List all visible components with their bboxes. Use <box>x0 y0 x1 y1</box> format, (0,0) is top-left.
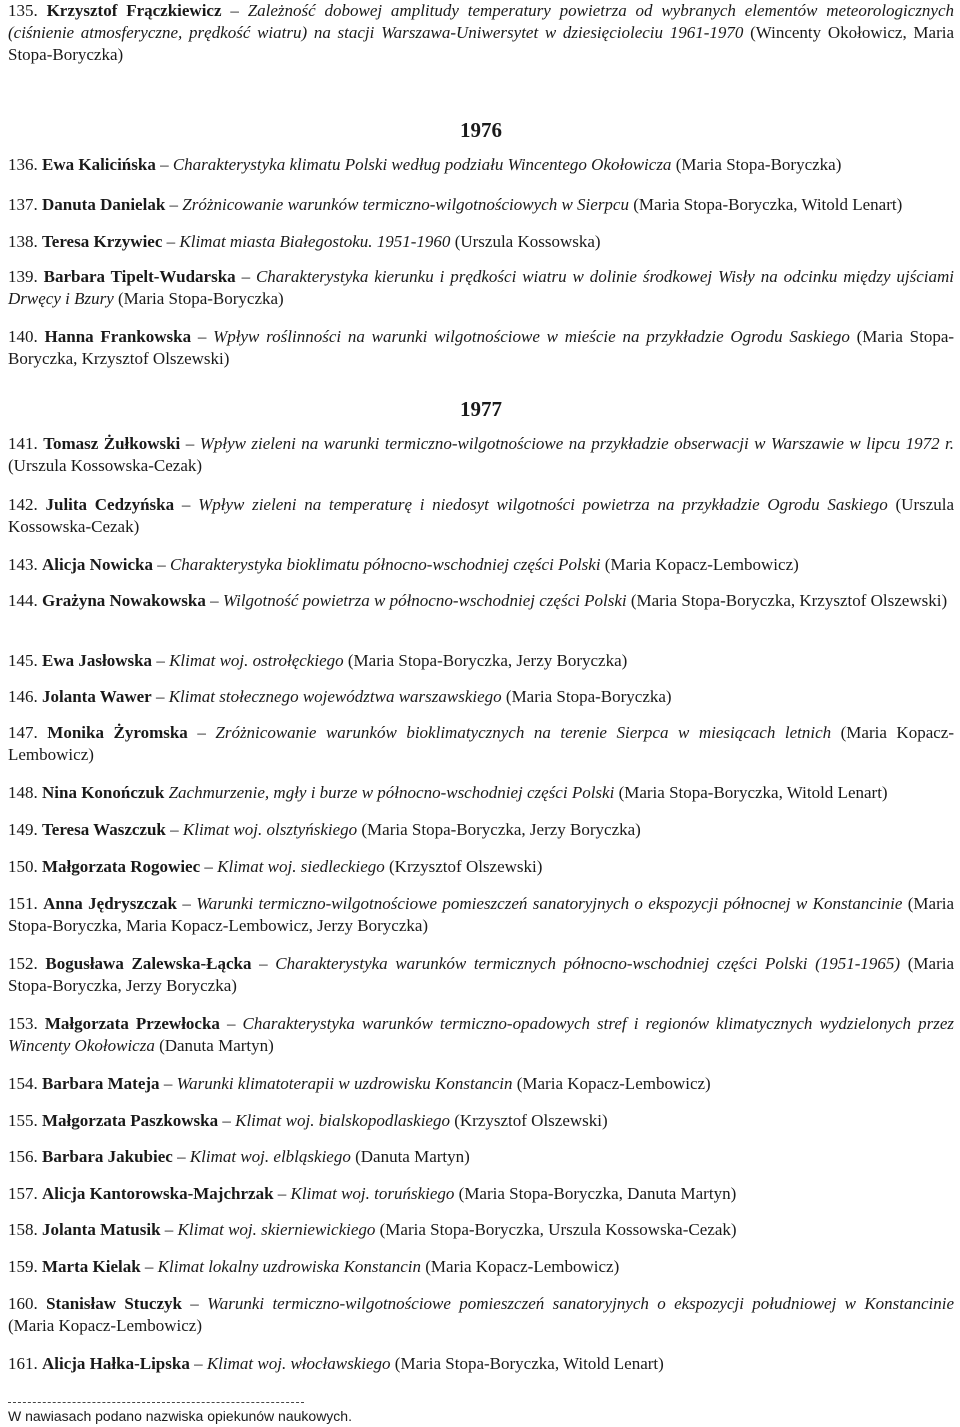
list-item <box>8 231 954 253</box>
entry-dash: – <box>181 495 191 514</box>
entry-supervisors: (Maria Stopa-Boryczka, Maria Kopacz-Lembowicz, Jerzy Boryczka) <box>8 894 955 935</box>
entry-title: Zależność dobowej amplitudy temperatury powietrza od wybranych elementów meteorologicznych (ciśnienie atmosferyczne, prędkość wiatru) na stacji Warszawa-Uniwersytet w dziesięcioleciu 1961-1970 <box>8 1 955 42</box>
list-item <box>8 1293 954 1337</box>
entry-author: Julita Cedzyńska <box>45 495 175 514</box>
entry-supervisors: (Maria Stopa-Boryczka, Witold Lenart) <box>394 1354 664 1373</box>
entry-number: 136. <box>8 155 38 174</box>
entry-dash: – <box>259 954 268 973</box>
entry-title: Charakterystyka bioklimatu północno-wschodniej części Polski <box>169 555 601 574</box>
entry-number: 141. <box>8 434 38 453</box>
entry-supervisors: (Maria Stopa-Boryczka, Jerzy Boryczka) <box>8 954 955 995</box>
entry-supervisors: (Krzysztof Olszewski) <box>389 857 543 876</box>
list-item <box>8 194 954 216</box>
year-heading-1976: 1976 <box>460 118 502 142</box>
entry-title: Zróżnicowanie warunków bioklimatycznych na terenie Sierpca w miesiącach letnich <box>215 723 832 742</box>
entry-author: Teresa Waszczuk <box>42 820 166 839</box>
list-item <box>8 154 954 176</box>
entry-title: Warunki klimatoterapii w uzdrowisku Konstancin <box>176 1074 513 1093</box>
list-item <box>8 1073 954 1095</box>
entry-dash: – <box>197 723 206 742</box>
entry-dash: – <box>156 651 165 670</box>
footnote-divider <box>8 1402 304 1403</box>
entry-title: Wpływ zieleni na warunki termiczno-wilgotnościowe na przykładzie obserwacji w Warszawie w lipcu 1972 r. <box>199 434 955 453</box>
entry-author: Małgorzata Rogowiec <box>42 857 201 876</box>
entry-supervisors: (Maria Stopa-Boryczka, Urszula Kossowska-Cezak) <box>379 1220 737 1239</box>
entry-number: 143. <box>8 555 38 574</box>
entry-number: 150. <box>8 857 38 876</box>
entry-number: 155. <box>8 1111 38 1130</box>
entry-dash: – <box>182 894 191 913</box>
entry-number: 154. <box>8 1074 38 1093</box>
entry-dash: – <box>190 1294 199 1313</box>
entry-author: Ewa Jasłowska <box>42 651 153 670</box>
entry-number: 144. <box>8 591 38 610</box>
entry-supervisors: (Maria Stopa-Boryczka, Krzysztof Olszewski) <box>8 327 955 368</box>
entry-dash: – <box>277 1184 287 1203</box>
entry-title: Klimat woj. siedleckiego <box>217 857 385 876</box>
entry-title: Klimat woj. elbląskiego <box>189 1147 351 1166</box>
entry-number: 142. <box>8 495 38 514</box>
entry-number: 146. <box>8 687 38 706</box>
entry-title: Warunki termiczno-wilgotnościowe pomieszczeń sanatoryjnych o ekspozycji północnej w Konstancinie <box>196 894 903 913</box>
entry-title: Klimat stołecznego województwa warszawskiego <box>168 687 502 706</box>
entry-supervisors: (Danuta Martyn) <box>355 1147 470 1166</box>
entry-author: Anna Jędryszczak <box>43 894 177 913</box>
entry-author: Jolanta Matusik <box>42 1220 161 1239</box>
entry-dash: – <box>155 687 165 706</box>
entry-number: 151. <box>8 894 38 913</box>
entry-author: Nina Konończuk <box>42 783 165 802</box>
entry-supervisors: (Krzysztof Olszewski) <box>454 1111 608 1130</box>
list-item <box>8 893 954 937</box>
entry-supervisors: (Maria Kopacz-Lembowicz) <box>8 723 954 764</box>
entry-supervisors: (Maria Stopa-Boryczka, Krzysztof Olszewski) <box>630 591 948 610</box>
entry-supervisors: (Urszula Kossowska-Cezak) <box>8 495 955 536</box>
entry-author: Tomasz Żułkowski <box>43 434 181 453</box>
entry-author: Hanna Frankowska <box>44 327 192 346</box>
entry-title: Klimat woj. bialskopodlaskiego <box>235 1111 450 1130</box>
entry-dash: – <box>230 1 239 20</box>
list-item <box>8 1013 954 1057</box>
entry-number: 135. <box>8 1 38 20</box>
entry-supervisors: (Maria Stopa-Boryczka, Witold Lenart) <box>618 783 888 802</box>
list-item <box>8 494 954 538</box>
entry-number: 152. <box>8 954 38 973</box>
list-item <box>8 1110 954 1132</box>
entry-number: 156. <box>8 1147 38 1166</box>
entry-title: Charakterystyka warunków termicznych północno-wschodniej części Polski (1951-1965) <box>275 954 901 973</box>
list-item <box>8 953 954 997</box>
entry-supervisors: (Maria Stopa-Boryczka) <box>675 155 842 174</box>
entry-title: Wpływ roślinności na warunki wilgotnościowe w mieście na przykładzie Ogrodu Saskiego <box>213 327 850 346</box>
entry-dash: – <box>169 195 179 214</box>
entry-number: 149. <box>8 820 38 839</box>
entry-dash: – <box>163 1074 173 1093</box>
entry-author: Ewa Kalicińska <box>42 155 156 174</box>
entry-supervisors: (Wincenty Okołowicz, Maria Stopa-Boryczka) <box>8 23 954 64</box>
list-item <box>8 1353 954 1375</box>
list-item <box>8 1183 954 1205</box>
entry-number: 159. <box>8 1257 38 1276</box>
entry-dash: – <box>241 267 251 286</box>
entry-title: Warunki termiczno-wilgotnościowe pomieszczeń sanatoryjnych o ekspozycji południowej w Konstancinie <box>207 1294 955 1313</box>
list-item <box>8 819 954 841</box>
entry-title: Klimat woj. olsztyńskiego <box>182 820 358 839</box>
entry-author: Barbara Mateja <box>42 1074 160 1093</box>
entry-title: Klimat woj. ostrołęckiego <box>169 651 344 670</box>
list-item <box>8 856 954 878</box>
entry-supervisors: (Maria Stopa-Boryczka, Jerzy Boryczka) <box>347 651 628 670</box>
entry-title: Zachmurzenie, mgły i burze w północno-wschodniej części Polski <box>168 783 615 802</box>
entry-title: Klimat woj. skierniewickiego <box>177 1220 376 1239</box>
entry-author: Bogusława Zalewska-Łącka <box>45 954 252 973</box>
entry-supervisors: (Urszula Kossowska-Cezak) <box>8 456 203 475</box>
list-item <box>8 554 954 576</box>
entry-author: Barbara Tipelt-Wudarska <box>43 267 236 286</box>
year-heading-1977: 1977 <box>460 397 502 421</box>
entry-supervisors: (Urszula Kossowska) <box>454 232 601 251</box>
list-item <box>8 433 954 477</box>
entry-dash: – <box>160 155 169 174</box>
list-item <box>8 1146 954 1168</box>
entry-dash: – <box>177 1147 186 1166</box>
list-item <box>8 686 954 708</box>
entry-supervisors: (Maria Stopa-Boryczka) <box>505 687 672 706</box>
entry-title: Wpływ zieleni na temperaturę i niedosyt wilgotności powietrza na przykładzie Ogrodu Saskiego <box>198 495 888 514</box>
entry-title: Wilgotność powietrza w północno-wschodniej części Polski <box>222 591 627 610</box>
entry-author: Teresa Krzywiec <box>42 232 163 251</box>
footnote: W nawiasach podano nazwiska opiekunów naukowych. <box>8 1408 352 1424</box>
entry-supervisors: (Maria Kopacz-Lembowicz) <box>425 1257 620 1276</box>
entry-dash: – <box>194 1354 203 1373</box>
entry-dash: – <box>164 1220 174 1239</box>
entry-supervisors: (Maria Stopa-Boryczka, Witold Lenart) <box>633 195 903 214</box>
list-item <box>8 650 954 672</box>
entry-author: Marta Kielak <box>42 1257 141 1276</box>
entry-number: 153. <box>8 1014 38 1033</box>
entry-author: Alicja Kantorowska-Majchrzak <box>42 1184 274 1203</box>
entry-author: Barbara Jakubiec <box>42 1147 173 1166</box>
list-item <box>8 1219 954 1241</box>
entry-title: Klimat miasta Białegostoku. 1951-1960 <box>179 232 451 251</box>
entry-author: Jolanta Wawer <box>42 687 152 706</box>
entry-dash: – <box>185 434 195 453</box>
entry-supervisors: (Maria Stopa-Boryczka, Danuta Martyn) <box>458 1184 737 1203</box>
entry-dash: – <box>166 232 176 251</box>
entry-number: 148. <box>8 783 38 802</box>
entry-supervisors: (Maria Kopacz-Lembowicz) <box>604 555 799 574</box>
entry-dash: – <box>222 1111 231 1130</box>
entry-title: Charakterystyka warunków termiczno-opadowych stref i regionów klimatycznych wydzielonych przez Wincenty Okołowicza <box>8 1014 955 1055</box>
entry-author: Stanisław Stuczyk <box>46 1294 182 1313</box>
entry-dash: – <box>204 857 213 876</box>
entry-number: 158. <box>8 1220 38 1239</box>
entry-title: Charakterystyka kierunku i prędkości wiatru w dolinie środkowej Wisły na odcinku między ujściami Drwęcy i Bzury <box>8 267 955 308</box>
entry-author: Krzysztof Frączkiewicz <box>46 1 222 20</box>
entry-number: 147. <box>8 723 38 742</box>
entry-number: 139. <box>8 267 38 286</box>
entry-number: 145. <box>8 651 38 670</box>
entry-dash: – <box>210 591 219 610</box>
list-item <box>8 782 954 804</box>
entry-dash: – <box>144 1257 154 1276</box>
entry-supervisors: (Maria Kopacz-Lembowicz) <box>516 1074 711 1093</box>
entry-number: 157. <box>8 1184 38 1203</box>
list-item <box>8 722 954 766</box>
entry-supervisors: (Maria Stopa-Boryczka, Jerzy Boryczka) <box>361 820 641 839</box>
list-item <box>8 0 954 66</box>
list-item <box>8 590 954 612</box>
entry-number: 138. <box>8 232 38 251</box>
entry-author: Małgorzata Paszkowska <box>42 1111 219 1130</box>
entry-author: Monika Żyromska <box>47 723 188 742</box>
entry-number: 140. <box>8 327 38 346</box>
entry-dash: – <box>157 555 166 574</box>
entry-title: Klimat woj. toruńskiego <box>290 1184 455 1203</box>
entry-title: Klimat lokalny uzdrowiska Konstancin <box>157 1257 422 1276</box>
entry-author: Danuta Danielak <box>42 195 166 214</box>
entry-author: Grażyna Nowakowska <box>42 591 206 610</box>
entry-title: Klimat woj. włocławskiego <box>206 1354 391 1373</box>
entry-number: 137. <box>8 195 38 214</box>
entry-title: Charakterystyka klimatu Polski według podziału Wincentego Okołowicza <box>172 155 672 174</box>
entry-dash: – <box>170 820 179 839</box>
entry-number: 161. <box>8 1354 38 1373</box>
entry-supervisors: (Maria Stopa-Boryczka) <box>118 289 284 308</box>
entry-dash: – <box>226 1014 236 1033</box>
entry-author: Małgorzata Przewłocka <box>44 1014 220 1033</box>
list-item <box>8 1256 954 1278</box>
list-item <box>8 266 954 310</box>
entry-supervisors: (Danuta Martyn) <box>159 1036 274 1055</box>
entry-author: Alicja Nowicka <box>42 555 153 574</box>
entry-dash: – <box>197 327 207 346</box>
entry-number: 160. <box>8 1294 38 1313</box>
entry-author: Alicja Hałka-Lipska <box>42 1354 190 1373</box>
entry-supervisors: (Maria Kopacz-Lembowicz) <box>8 1316 202 1335</box>
entry-title: Zróżnicowanie warunków termiczno-wilgotnościowych w Sierpcu <box>182 195 629 214</box>
list-item <box>8 326 954 370</box>
